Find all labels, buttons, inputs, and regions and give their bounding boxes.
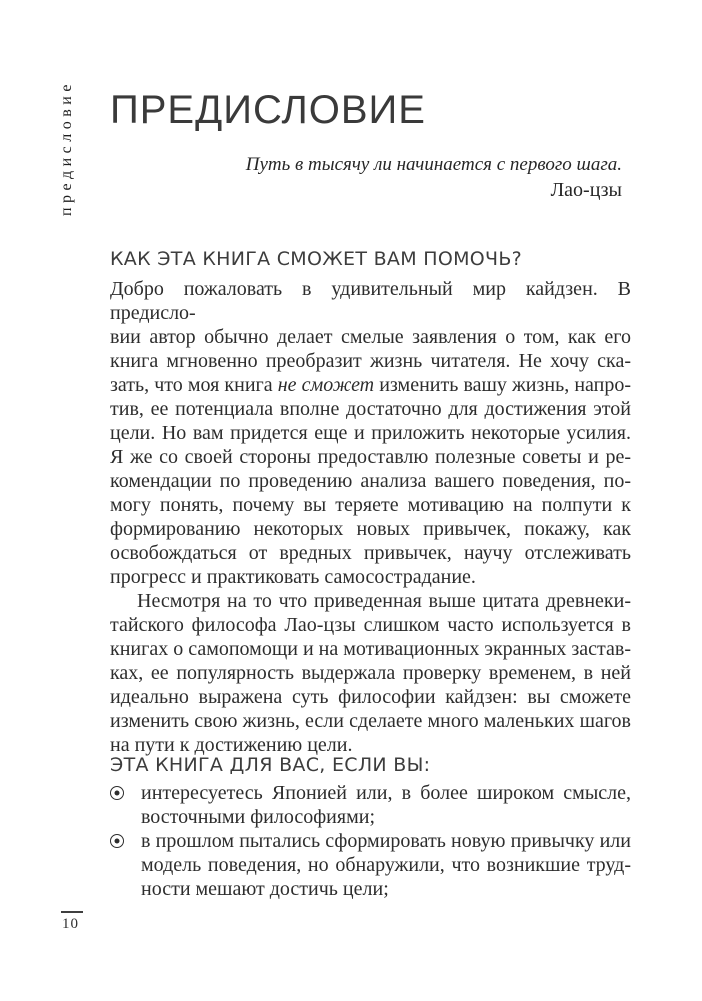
- bullet-list: [110, 781, 631, 901]
- paragraph: [110, 277, 631, 589]
- spine-label: предисловие: [58, 80, 75, 216]
- body-text: [110, 277, 631, 757]
- footer-divider: [61, 911, 83, 913]
- text-line: книгах о самопомощи и на мотивационных экранных застав-: [110, 638, 632, 660]
- text-line: тайского философа Лао-цзы слишком часто используется в: [110, 614, 631, 636]
- text-line: формированию некоторых новых привычек, покажу, как: [110, 518, 631, 540]
- epigraph: [110, 153, 631, 203]
- text-line: освобождаться от вредных привычек, научу отслеживать: [110, 542, 631, 564]
- text-line: вии автор обычно делает смелые заявления о том, как его: [110, 326, 631, 348]
- text-line: идеально выражена суть философии кайдзен: вы сможете: [110, 686, 631, 708]
- page-title: ПРЕДИСЛОВИЕ: [110, 88, 426, 132]
- text-line: в прошлом пытались сформировать новую привычку или: [141, 830, 631, 852]
- text-line: Добро пожаловать в удивительный мир кайдзен. В предисло-: [110, 278, 631, 324]
- text-line: интересуетесь Японией или, в более широком смысле,: [141, 782, 631, 804]
- text-line: тив, ее потенциала вполне достаточно для достижения этой: [110, 398, 631, 420]
- bullet-item: [110, 781, 631, 829]
- paragraph: [110, 589, 631, 757]
- epigraph-author: Лао-цзы: [550, 179, 622, 201]
- text-line: Я же со своей стороны предоставлю полезные советы и ре-: [110, 446, 631, 468]
- text-line: модель поведения, но обнаружили, что возникшие труд-: [141, 854, 631, 876]
- text-line: цели. Но вам придется еще и приложить некоторые усилия.: [110, 422, 631, 444]
- text-line: изменить свою жизнь, если сделаете много маленьких шагов: [110, 710, 631, 732]
- text-line: могу понять, почему вы теряете мотивацию на полпути к: [110, 494, 631, 516]
- text-line: Несмотря на то что приведенная выше цитата древнеки-: [137, 590, 631, 612]
- text-line: прогресс и практиковать самосострадание.: [110, 566, 476, 588]
- text-line: на пути к достижению цели.: [110, 734, 353, 756]
- text-line: комендации по проведению анализа вашего поведения, по-: [110, 470, 631, 492]
- bullet-item: [110, 829, 631, 901]
- circled-dot-icon: [110, 834, 124, 848]
- epigraph-quote: Путь в тысячу ли начинается с первого шага.: [245, 154, 622, 175]
- bullet-text: [141, 781, 631, 829]
- section-heading-how-book-helps: КАК ЭТА КНИГА СМОЖЕТ ВАМ ПОМОЧЬ?: [110, 248, 523, 270]
- text-line: ках, ее популярность выдержала проверку временем, в ней: [110, 662, 631, 684]
- bullet-text: [141, 829, 631, 901]
- text-line: книга мгновенно преобразит жизнь читателя. Не хочу ска-: [110, 350, 631, 372]
- text-line: ности мешают достичь цели;: [141, 878, 389, 900]
- section-heading-book-for-you: ЭТА КНИГА ДЛЯ ВАС, ЕСЛИ ВЫ:: [110, 754, 431, 776]
- page-number: 10: [62, 916, 79, 932]
- circled-dot-icon: [110, 786, 124, 800]
- text-line: зать, что моя книга не сможет изменить вашу жизнь, напро-: [110, 374, 631, 396]
- text-line: восточными философиями;: [141, 806, 375, 828]
